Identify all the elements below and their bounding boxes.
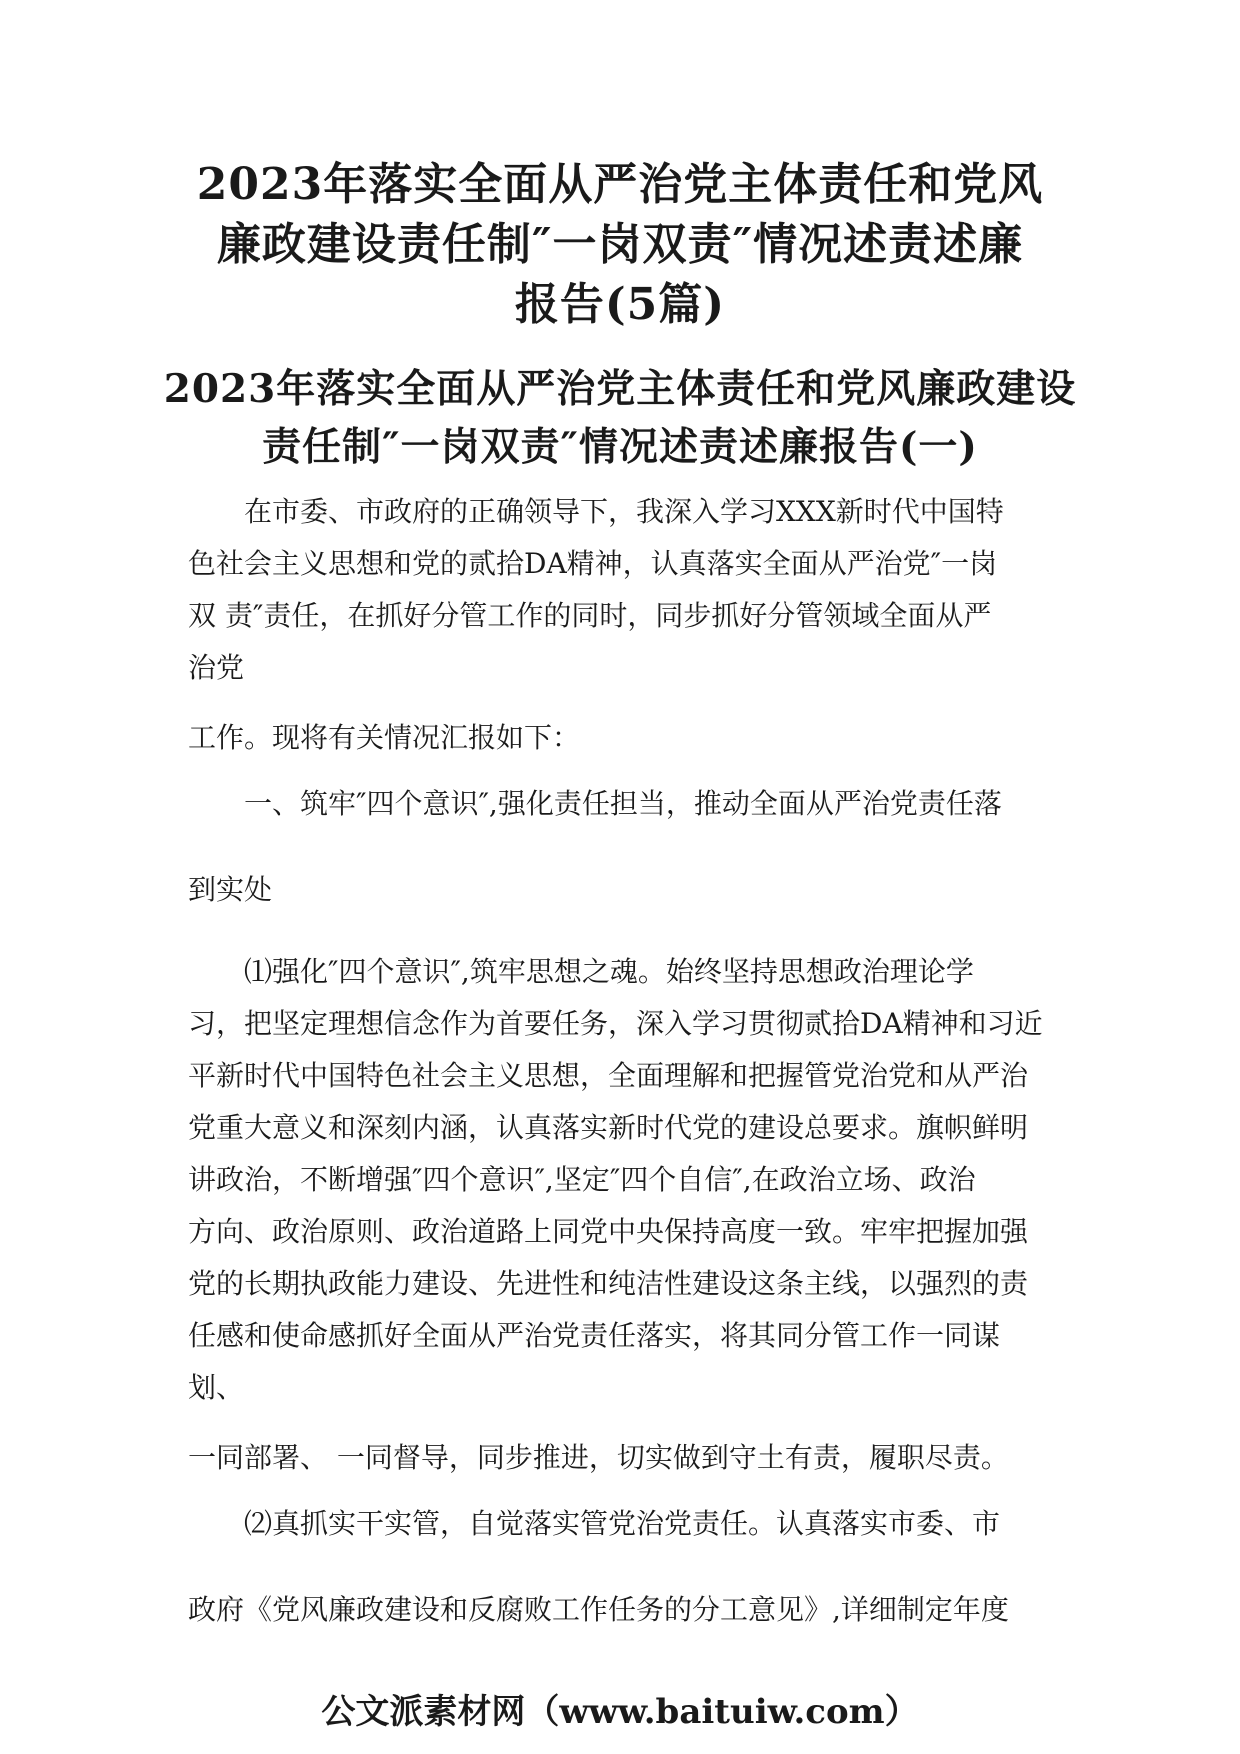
body-line: 平新时代中国特色社会主义思想，全面理解和把握管党治党和从严治 <box>188 1059 1029 1092</box>
title-line: 报告(5篇) <box>514 279 726 330</box>
body-line: 工作。现将有关情况汇报如下： <box>188 721 581 754</box>
footer-watermark: 公文派素材网（www.baituiw.com） <box>321 1692 919 1732</box>
body-line: 讲政治，不断增强″四个意识″,坚定″四个自信″,在政治立场、政治 <box>188 1163 976 1196</box>
body-line: 治党 <box>188 651 245 684</box>
body-line: 任感和使命感抓好全面从严治党责任落实，将其同分管工作一同谋 <box>188 1319 1001 1352</box>
body-line: 色社会主义思想和党的贰拾DA精神，认真落实全面从严治党″一岗 <box>188 547 998 580</box>
body-line: 习，把坚定理想信念作为首要任务，深入学习贯彻贰拾DA精神和习近 <box>188 1007 1043 1040</box>
subtitle-line: 2023年落实全面从严治党主体责任和党风廉政建设 <box>163 366 1077 412</box>
document-title <box>150 155 1090 335</box>
body-line: 一、筑牢″四个意识″,强化责任担当，推动全面从严治党责任落 <box>244 787 1002 820</box>
body-line: 到实处 <box>188 873 273 906</box>
body-line: 政府《党风廉政建设和反腐败工作任务的分工意见》,详细制定年度 <box>188 1593 1009 1626</box>
body-line: 党重大意义和深刻内涵，认真落实新时代党的建设总要求。旗帜鲜明 <box>188 1111 1029 1144</box>
section-title <box>150 360 1090 476</box>
subtitle-line: 责任制″一岗双责″情况述责述廉报告(一) <box>262 424 978 470</box>
body-line: 方向、政治原则、政治道路上同党中央保持高度一致。牢牢把握加强 <box>188 1215 1029 1248</box>
body-line: 在市委、市政府的正确领导下，我深入学习XXX新时代中国特 <box>244 495 1004 528</box>
body-line: ⑵真抓实干实管，自觉落实管党治党责任。认真落实市委、市 <box>244 1507 1001 1540</box>
body-line: 双 责″责任，在抓好分管工作的同时，同步抓好分管领域全面从严 <box>188 599 992 632</box>
body-line: 党的长期执政能力建设、先进性和纯洁性建设这条主线，以强烈的责 <box>188 1267 1029 1300</box>
title-line: 廉政建设责任制″一岗双责″情况述责述廉 <box>216 219 1024 270</box>
title-line: 2023年落实全面从严治党主体责任和党风 <box>196 159 1044 210</box>
body-line: ⑴强化″四个意识″,筑牢思想之魂。始终坚持思想政治理论学 <box>244 955 974 988</box>
body-line: 一同部署、 一同督导，同步推进，切实做到守土有责，履职尽责。 <box>188 1441 1009 1474</box>
body-line: 划、 <box>188 1371 245 1404</box>
